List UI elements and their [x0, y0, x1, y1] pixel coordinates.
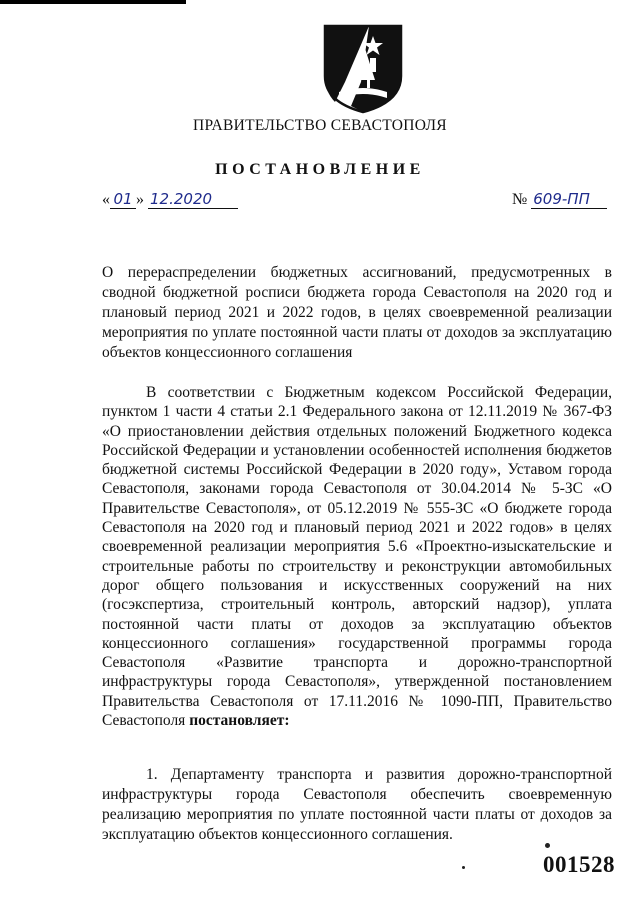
date-month-year: 12.2020: [148, 190, 238, 209]
preamble-text: В соответствии с Бюджетным кодексом Российской Федерации, пунктом 1 части 4 статьи 2.1 Федерального закона от 12.11.2019 № 367-ФЗ «О приостановлении действия отдельных положений Бюджетного кодекса Российской Федерации и установлении особенностей исполнения бюджетов бюджетной системы Российской Федерации в 2020 году», Уставом города Севастополя, законами города Севастополя от 30.04.2014 № 5-ЗС «О Правительстве Севастополя», от 05.12.2019 № 555-ЗС «О бюджете города Севастополя на 2020 год и плановый период 2021 и 2022 годов» в целях своевременной реализации мероприятия 5.6 «Проектно-изыскательские и строительные работы по строительству и реконструкции автомобильных дорог общего пользования и искусственных сооружений на них (госэкспертиза, строительный контроль, авторский надзор), уплата постоянной части платы от доходов за эксплуатацию объектов концессионного соглашения» государственной программы города Севастополя «Развитие транспорта и дорожно-транспортной инфраструктуры города Севастополя», утвержденной постановлением Правительства Севастополя от 17.11.2016 № 1090-ПП, Правительство Севастополя: [102, 384, 612, 730]
date-close-quote: »: [136, 191, 144, 208]
ink-dot: [462, 866, 465, 869]
coat-of-arms-icon: [321, 22, 405, 114]
item-1-paragraph: 1. Департаменту транспорта и развития дорожно-транспортной инфраструктуры города Севастополя обеспечить своевременную реализацию мероприятия по уплате постоянной части платы от доходов за эксплуатацию объектов концессионного соглашения.: [102, 766, 612, 843]
ink-dot: [545, 843, 550, 848]
government-name: ПРАВИТЕЛЬСТВО СЕВАСТОПОЛЯ: [193, 117, 447, 134]
number-value: 609-ПП: [531, 190, 607, 209]
document-date: [102, 190, 238, 209]
date-day: 01: [110, 190, 136, 209]
date-open-quote: «: [102, 191, 110, 208]
document-subject: О перераспределении бюджетных ассигнований, предусмотренных в сводной бюджетной росписи бюджета города Севастополя на 2020 год и плановый период 2021 и 2022 годов, в целях своевременной реализации мероприятия по уплате постоянной части платы от доходов за эксплуатацию объектов концессионного соглашения: [102, 264, 612, 361]
document-number: [512, 190, 607, 209]
resolves-word: постановляет:: [189, 712, 290, 730]
number-sign: №: [512, 191, 528, 208]
preamble-paragraph: [102, 383, 612, 730]
document-type-title: ПОСТАНОВЛЕНИЕ: [215, 161, 425, 178]
page-stamp-number: 001528: [543, 852, 615, 877]
scan-edge-mark: [0, 0, 186, 4]
